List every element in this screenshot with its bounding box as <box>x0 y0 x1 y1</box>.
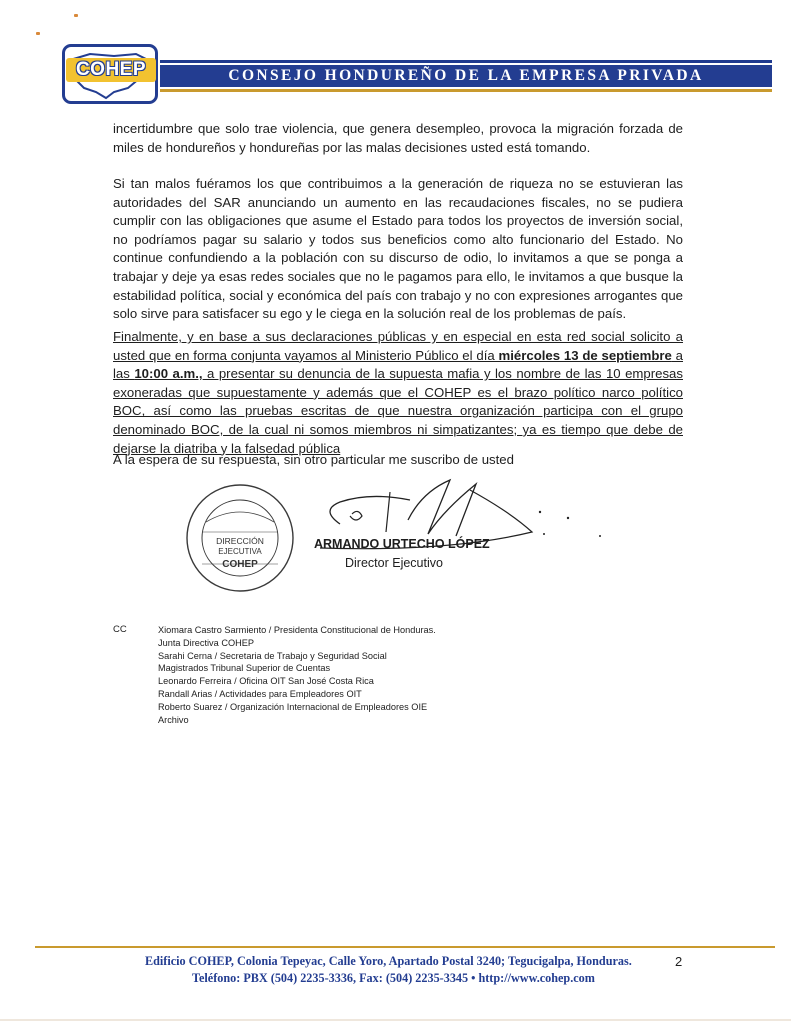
footer-contact: Teléfono: PBX (504) 2235-3336, Fax: (504) 2235-3345 • http://www.cohep.com <box>192 971 595 985</box>
paragraph-closing: A la espera de su respuesta, sin otro particular me suscribo de usted <box>113 452 514 467</box>
footer-gold-rule <box>35 946 775 948</box>
cc-item: Junta Directiva COHEP <box>158 637 254 648</box>
footer-address: Edificio COHEP, Colonia Tepeyac, Calle Yoro, Apartado Postal 3240; Tegucigalpa, Honduras. <box>145 954 632 968</box>
cc-item: Roberto Suarez / Organización Internacional de Empleadores OIE <box>158 701 428 712</box>
header-top-rule <box>160 60 772 63</box>
p3-text-c: a las <box>113 347 683 382</box>
p3-text-a: Finalmente, y en base a sus declaraciones públicas y en especial en esta red social solicito a usted que en forma conjunta vayamos al Ministerio Público el día <box>113 329 683 363</box>
logo-text: COHEP <box>66 58 156 82</box>
header-band <box>160 65 772 87</box>
cc-item: Randall Arias / Actividades para Empleadores OIT <box>158 688 362 699</box>
cc-item: Magistrados Tribunal Superior de Cuentas <box>158 663 331 674</box>
cc-item: Archivo <box>158 714 189 725</box>
cc-list <box>158 624 436 726</box>
scan-speck <box>36 32 40 35</box>
seal-line-1: DIRECCIÓN <box>216 536 264 546</box>
p3-date: miércoles 13 de septiembre <box>498 347 672 363</box>
signatory-title: Director Ejecutivo <box>345 556 443 570</box>
paragraph-1: incertidumbre que solo trae violencia, que genera desempleo, provoca la migración forzada de miles de hondureños y hondureñas por las malas decisiones usted está tomando. <box>113 121 683 155</box>
official-seal-icon <box>184 482 296 594</box>
seal-line-2: EJECUTIVA <box>218 547 262 556</box>
cc-label: CC <box>113 624 127 635</box>
scan-speck <box>74 14 78 17</box>
cc-item: Xiomara Castro Sarmiento / Presidenta Constitucional de Honduras. <box>158 625 436 635</box>
paragraph-3 <box>113 328 683 458</box>
org-name: CONSEJO HONDUREÑO DE LA EMPRESA PRIVADA <box>228 67 704 84</box>
cc-item: Leonardo Ferreira / Oficina OIT San José Costa Rica <box>158 676 374 687</box>
signatory-name: ARMANDO URTECHO LÓPEZ <box>314 537 490 551</box>
seal-line-3: COHEP <box>222 559 258 570</box>
p3-time: 10:00 a.m., <box>134 366 203 382</box>
cc-item: Sarahi Cerna / Secretaria de Trabajo y Seguridad Social <box>158 650 387 661</box>
paragraph-2: Si tan malos fuéramos los que contribuimos a la generación de riqueza no se estuvieran las autoridades del SAR anunciando un aumento en las recaudaciones fiscales, no se pudiera cumplir con las obligaciones que asume el Estado para todos los proyectos de inversión social, no podríamos pagar su salario y todos sus beneficios como alto funcionario del Estado. No continue confundiendo a la población con su discurso de odio, lo invitamos a que se ponga a trabajar y deje ya esas redes sociales que no le pagamos para ello, le invitamos a que busque la estabilidad política, social y económica del país con trabajo y no con expresiones arrogantes que solo sirve para satisfacer su ego y le ciega en la solución real de los problemas de país. <box>113 176 683 322</box>
scan-edge <box>0 1019 791 1021</box>
p3-text-e: a presentar su denuncia de la supuesta mafia y los nombre de las 10 empresas exoneradas que supuestamente y además que el COHEP es el brazo político narco político BOC, así como las pruebas escritas de que nuestra organización participa con el grupo denominado BOC, de la cual ni somos miembros ni simpatizantes; ya es tiempo que debe de dejarse la diatriba y la falsedad pública <box>113 366 683 456</box>
header-gold-rule <box>160 89 772 92</box>
page-number: 2 <box>675 954 683 969</box>
